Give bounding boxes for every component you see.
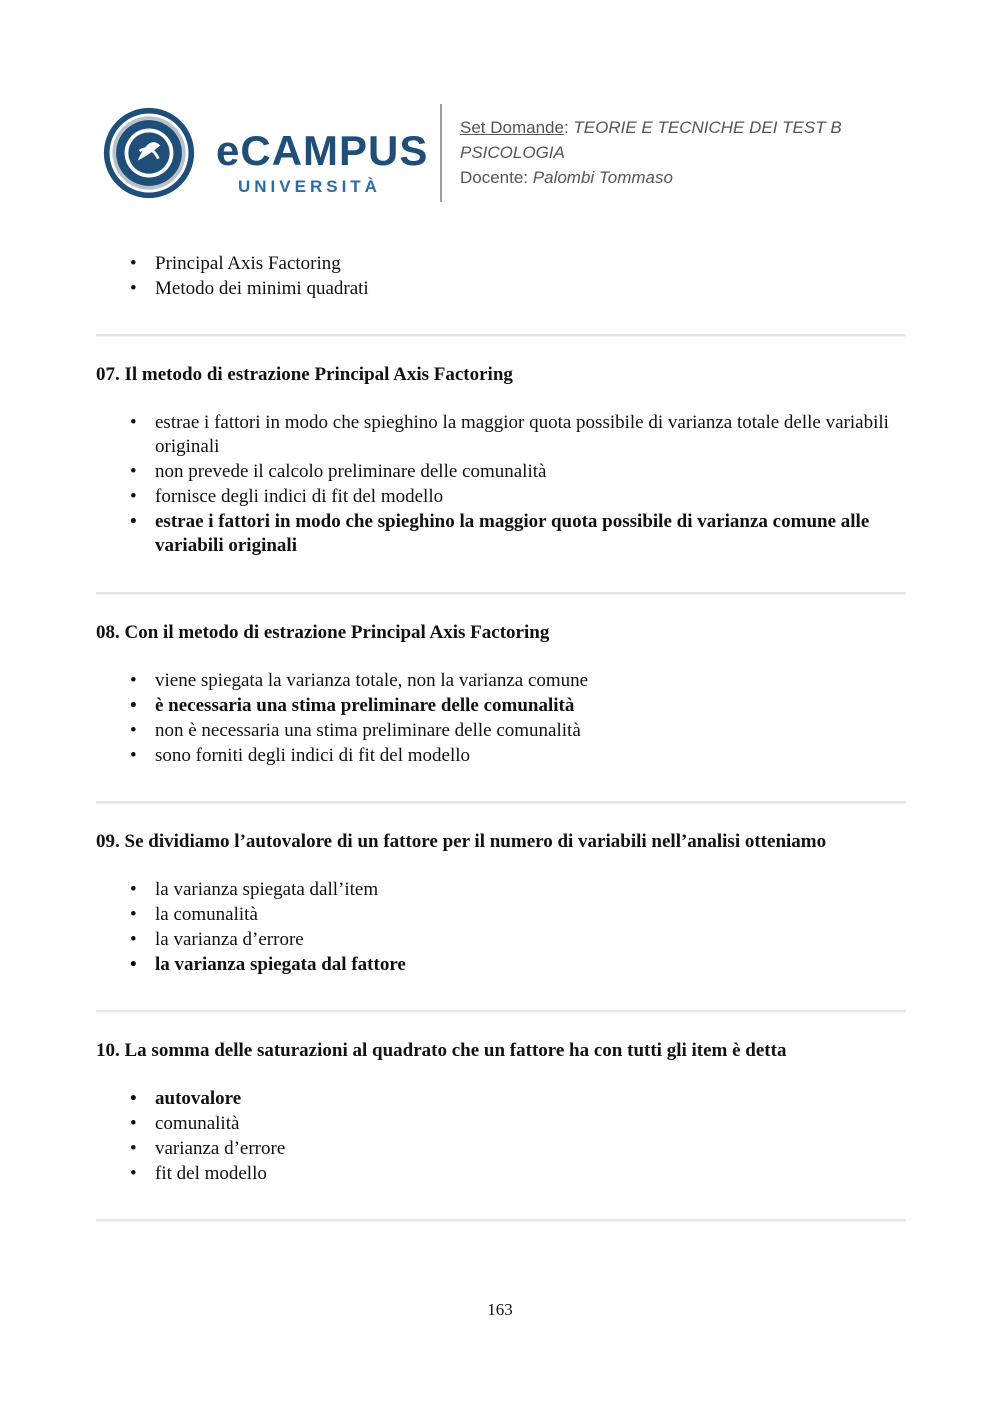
answer-option: • Principal Axis Factoring — [155, 252, 906, 276]
set-value-line1: TEORIE E TECNICHE DEI TEST B — [573, 118, 842, 137]
answer-list — [96, 878, 906, 977]
set-label: Set Domande — [460, 118, 564, 137]
docente-line — [460, 165, 842, 190]
answer-option: • non prevede il calcolo preliminare delle comunalità — [155, 460, 906, 484]
separator — [96, 1010, 906, 1013]
question-title: 09. Se dividiamo l’autovalore di un fattore per il numero di variabili nell’analisi otteniamo — [96, 831, 827, 852]
answer-option: • estrae i fattori in modo che spieghino la maggior quota possibile di varianza totale delle variabili originali — [155, 411, 906, 459]
answer-option: • viene spiegata la varianza totale, non la varianza comune — [155, 669, 906, 693]
docente-value: Palombi Tommaso — [532, 168, 673, 187]
answer-option-correct: • la varianza spiegata dal fattore — [155, 953, 906, 977]
header-divider — [440, 104, 442, 202]
answer-option: • varianza d’errore — [155, 1137, 906, 1161]
separator — [96, 334, 906, 337]
answer-option: • comunalità — [155, 1112, 906, 1136]
question-title: 10. La somma delle saturazioni al quadrato che un fattore ha con tutti gli item è detta — [96, 1040, 787, 1061]
answer-option-correct: • è necessaria una stima preliminare delle comunalità — [155, 694, 906, 718]
answer-option: • la comunalità — [155, 903, 906, 927]
answer-list — [96, 669, 906, 768]
carryover-answers — [96, 252, 906, 301]
page-number: 163 — [487, 1300, 513, 1319]
answer-option: • fit del modello — [155, 1162, 906, 1186]
course-set-line: Set Domande: TEORIE E TECNICHE DEI TEST B — [460, 118, 842, 137]
set-value-line2: PSICOLOGIA — [460, 143, 565, 162]
university-seal-logo — [102, 106, 196, 200]
question-title: 07. Il metodo di estrazione Principal Axis Factoring — [96, 364, 513, 385]
course-set-line-2 — [460, 140, 842, 165]
docente-label: Docente: — [460, 168, 529, 187]
course-info — [460, 115, 842, 190]
answer-option: • non è necessaria una stima preliminare delle comunalità — [155, 719, 906, 743]
answer-option-correct: • estrae i fattori in modo che spieghino la maggior quota possibile di varianza comune alle variabili originali — [155, 510, 906, 558]
separator — [96, 1219, 906, 1222]
answer-option: • la varianza d’errore — [155, 928, 906, 952]
answer-option: • la varianza spiegata dall’item — [155, 878, 906, 902]
answer-list — [96, 411, 906, 558]
question-title: 08. Con il metodo di estrazione Principal Axis Factoring — [96, 622, 550, 643]
answer-option: • fornisce degli indici di fit del modello — [155, 485, 906, 509]
answer-option: • Metodo dei minimi quadrati — [155, 277, 906, 301]
separator — [96, 801, 906, 804]
logo-wordmark: eCAMPUS — [216, 127, 429, 174]
document-header — [100, 104, 920, 204]
question-list — [96, 252, 906, 1222]
separator — [96, 592, 906, 595]
answer-option: • sono forniti degli indici di fit del modello — [155, 744, 906, 768]
logo-subtitle: UNIVERSITÀ — [238, 177, 381, 196]
answer-option-correct: • autovalore — [155, 1087, 906, 1111]
answer-list — [96, 1087, 906, 1186]
